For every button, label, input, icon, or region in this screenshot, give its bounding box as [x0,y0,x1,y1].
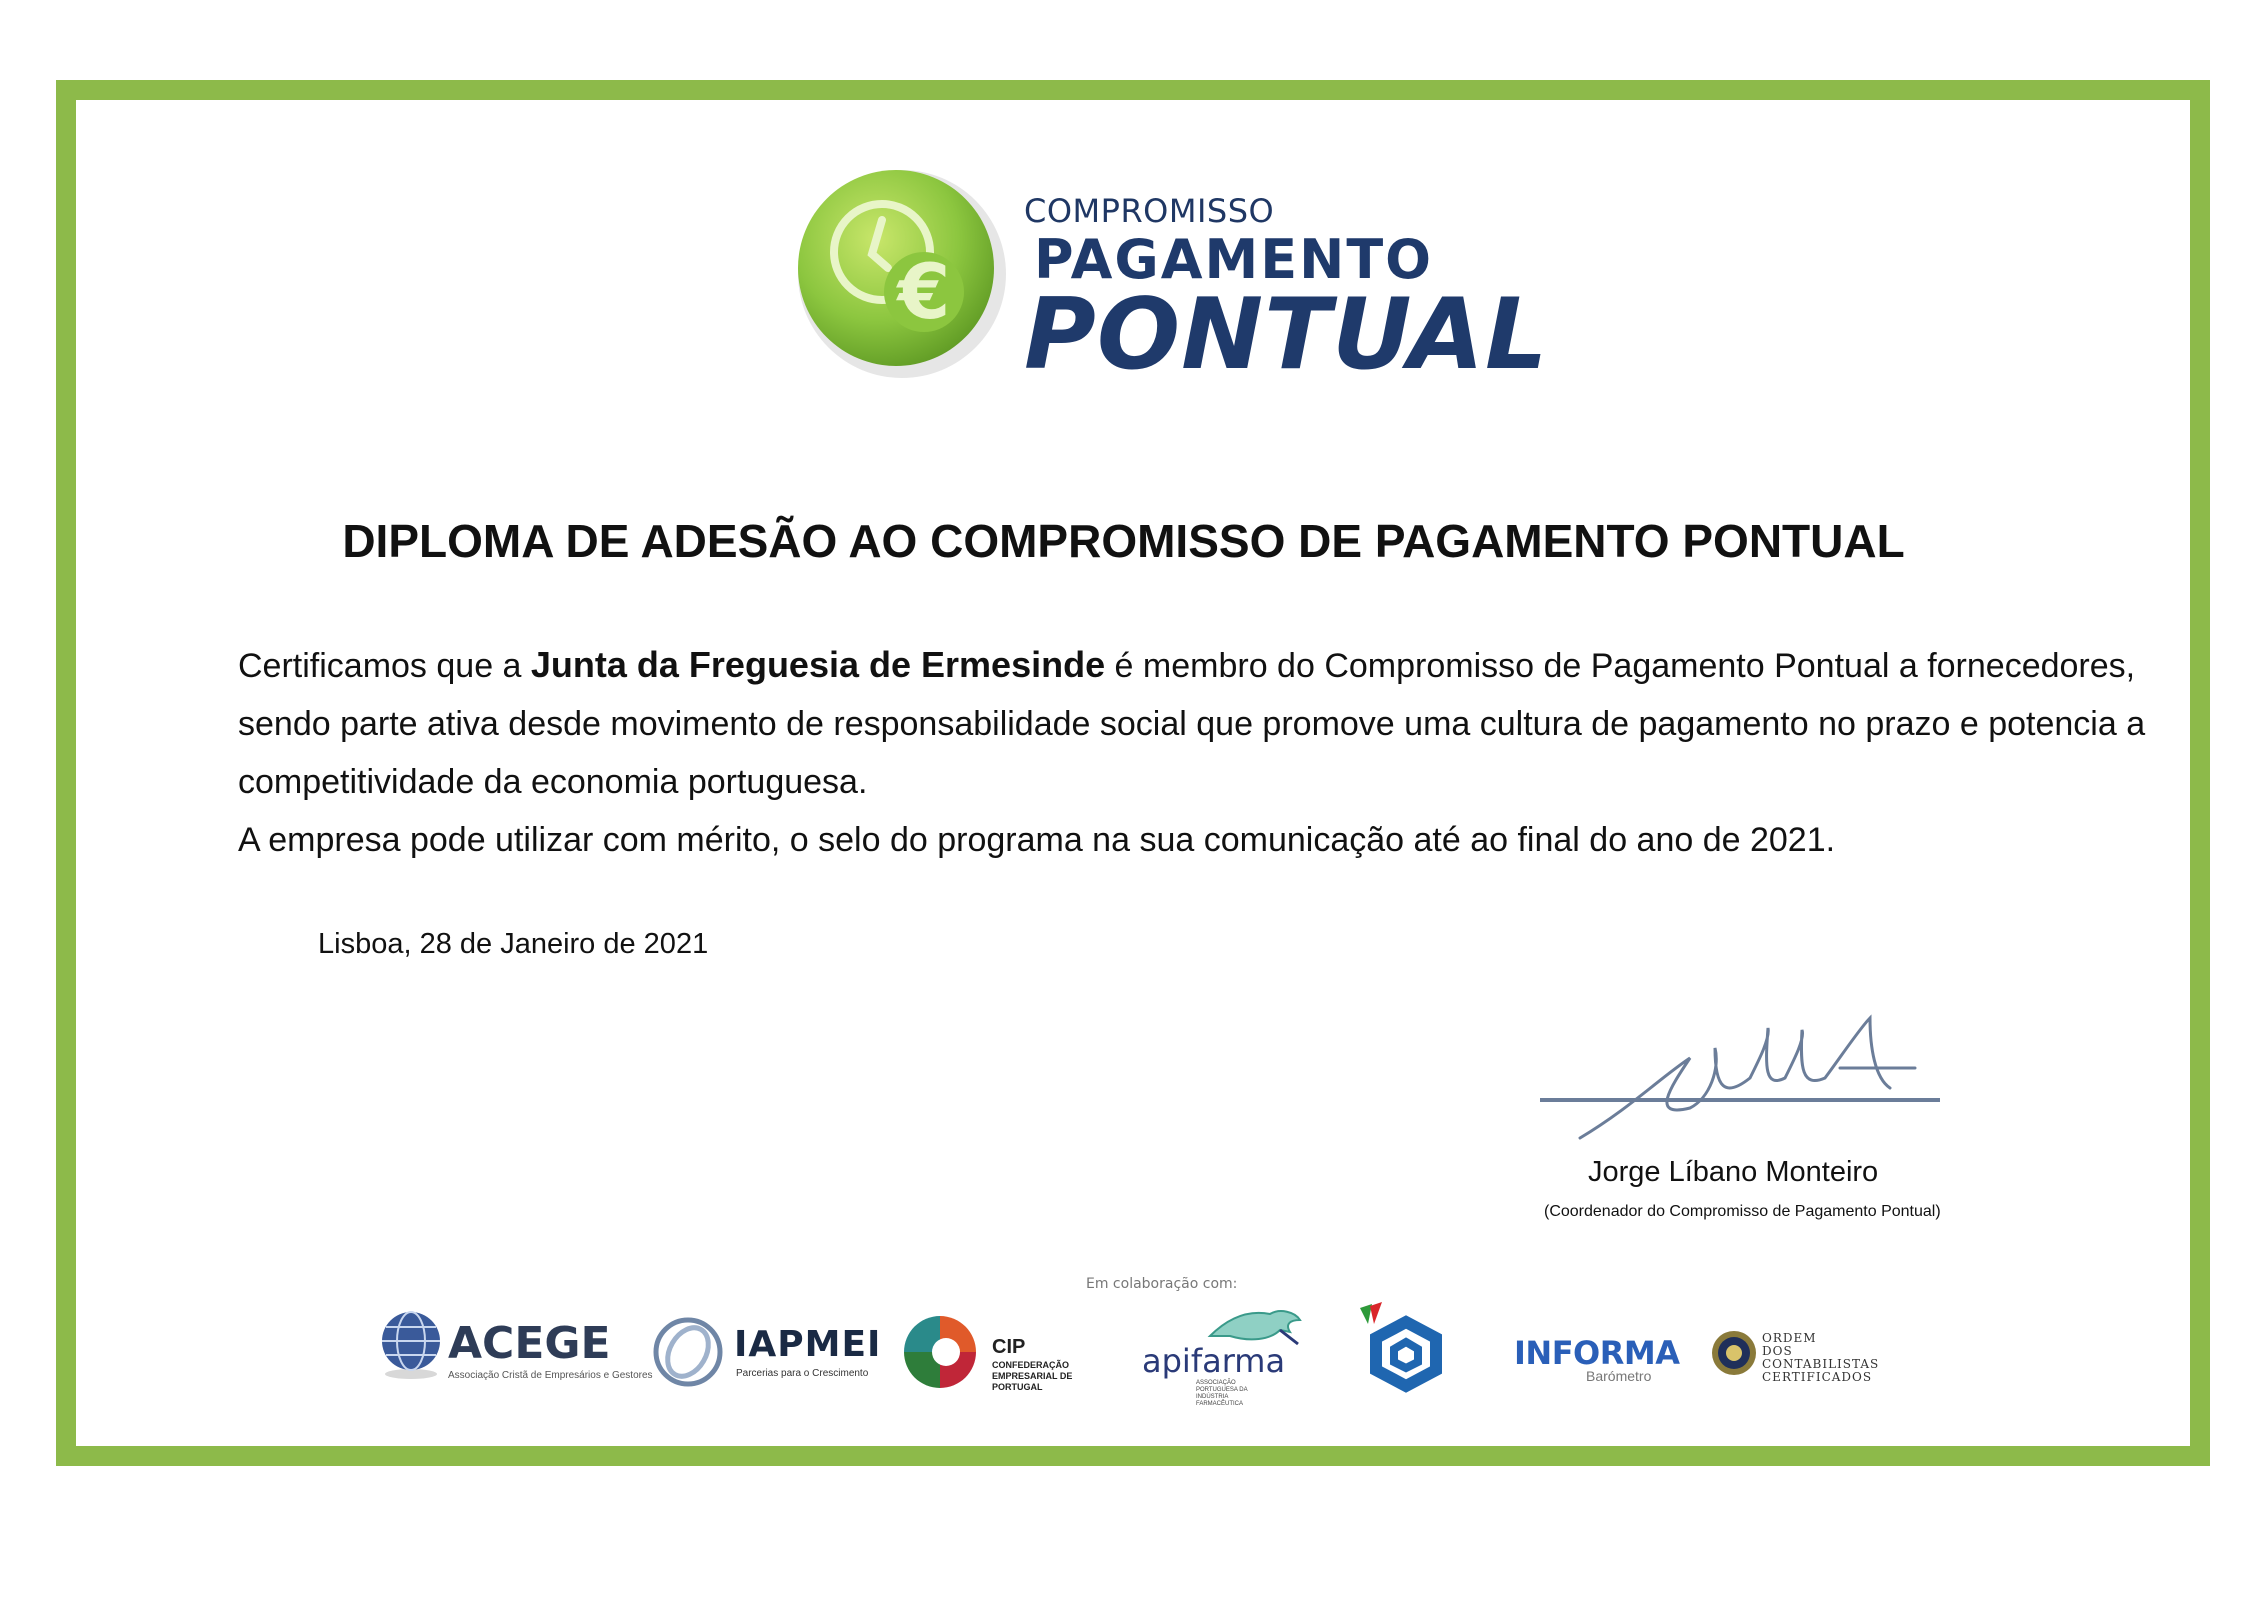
occ-line-3: CERTIFICADOS [1762,1370,1873,1384]
body-second-paragraph: A empresa pode utilizar com mérito, o selo do programa na sua comunicação até ao final do ano de 2021. [238,821,1836,859]
apifarma-tagline: ASSOCIAÇÃO PORTUGUESA DA INDÚSTRIA FARMACÊUTICA [1196,1380,1248,1407]
signatory-name: Jorge Líbano Monteiro [1588,1156,1879,1188]
compromisso-logo [796,168,1549,398]
collaboration-label: Em colaboração com: [1086,1276,1238,1292]
iapmei-name: IAPMEI [734,1324,882,1365]
body-paragraph-rest: é membro do Compromisso de Pagamento Pontual a fornecedores, sendo parte ativa desde movimento de responsabilidade social que promove uma cultura de pagamento no prazo e potencia a competitividade da economia portuguesa. [238,647,2146,801]
informa-tagline: Barómetro [1586,1368,1652,1384]
apifarma-logo [1140,1306,1310,1407]
cgd-hexagon-icon [1346,1302,1462,1398]
occ-text [1762,1332,1900,1384]
issue-date: Lisboa, 28 de Janeiro de 2021 [318,928,709,960]
acege-logo [380,1310,653,1392]
certificate-body [238,636,2158,869]
cip-swirl-icon [900,1312,980,1392]
clock-euro-icon [796,168,1008,380]
logo-line-2: PAGAMENTO [1034,228,1434,291]
acege-tagline: Associação Cristã de Empresários e Gestores [448,1370,653,1381]
occ-logo [1710,1318,1900,1388]
cip-logo [900,1312,1130,1392]
diploma-title-text: DIPLOMA DE ADESÃO AO COMPROMISSO DE PAGAMENTO PONTUAL [342,515,1905,567]
logo-line-1: COMPROMISSO [1024,192,1275,230]
cgd-logo [1346,1302,1462,1398]
organization-name: Junta da Freguesia de Ermesinde [530,644,1106,685]
cip-name: CIP [992,1336,1026,1358]
cip-tagline: CONFEDERAÇÃO EMPRESARIAL DE PORTUGAL [992,1360,1073,1392]
acege-name: ACEGE [448,1318,611,1369]
signatory-role: (Coordenador do Compromisso de Pagamento Pontual) [1544,1203,1941,1220]
iapmei-tagline: Parcerias para o Crescimento [736,1368,869,1379]
body-intro: Certificamos que a [238,647,531,685]
occ-line-2: DOS CONTABILISTAS [1762,1344,1880,1371]
diploma-title [0,514,2263,568]
occ-seal-icon [1710,1318,1760,1388]
logo-line-3: PONTUAL [1024,278,1549,392]
occ-line-1: ORDEM [1762,1331,1817,1345]
handwritten-signature [1540,1008,1960,1158]
informa-name: INFORMA [1514,1334,1680,1372]
informa-logo [1514,1334,1680,1384]
globe-icon [380,1310,442,1380]
apifarma-name: apifarma [1142,1342,1286,1380]
svg-text:€: € [897,247,951,336]
ring-icon [652,1316,724,1388]
iapmei-logo [652,1316,882,1388]
